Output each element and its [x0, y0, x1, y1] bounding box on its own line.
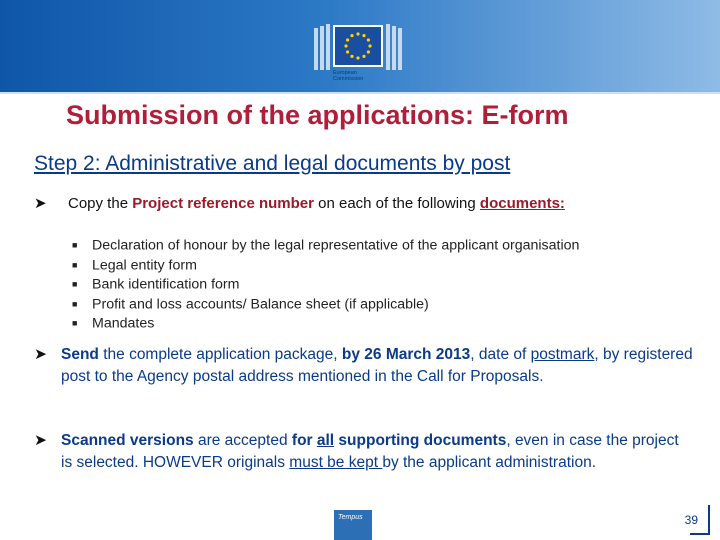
slide-title: Submission of the applications: E-form [66, 100, 569, 130]
arrow-bullet-icon: ➤ [34, 432, 47, 449]
step-heading: Step 2: Administrative and legal documents by post [34, 152, 511, 175]
scanned-paragraph: ➤ Scanned versions are accepted for all supporting documents, even in case the project is selected. HOWEVER originals must be kept by the applicant administration. [34, 432, 679, 471]
logo-caption: European Commission [333, 70, 364, 82]
list-item: ■ Legal entity form [72, 257, 197, 273]
arrow-bullet-icon: ➤ [34, 346, 47, 363]
square-bullet-icon: ■ [72, 240, 78, 250]
list-item: ■ Declaration of honour by the legal representative of the applicant organisation [72, 237, 580, 254]
tempus-logo: Tempus [334, 510, 372, 540]
square-bullet-icon: ■ [72, 318, 78, 328]
documents-list [72, 236, 579, 334]
square-bullet-icon: ■ [72, 279, 78, 289]
banner-divider [0, 92, 720, 94]
list-item: ■ Mandates [72, 315, 155, 332]
send-paragraph: ➤ Send the complete application package, by 26 March 2013, date of postmark, by registered post to the Agency postal address mentioned in the Call for Proposals. [34, 346, 693, 385]
square-bullet-icon: ■ [72, 259, 78, 270]
page-number: 39 [684, 513, 698, 527]
arrow-bullet-icon: ➤ [34, 195, 47, 212]
list-item: ■ Bank identification form [72, 276, 240, 293]
copy-instruction: ➤ Copy the Project reference number on each of the following documents: [34, 195, 565, 212]
square-bullet-icon: ■ [72, 298, 78, 309]
list-item: ■ Profit and loss accounts/ Balance sheet (if applicable) [72, 296, 429, 312]
